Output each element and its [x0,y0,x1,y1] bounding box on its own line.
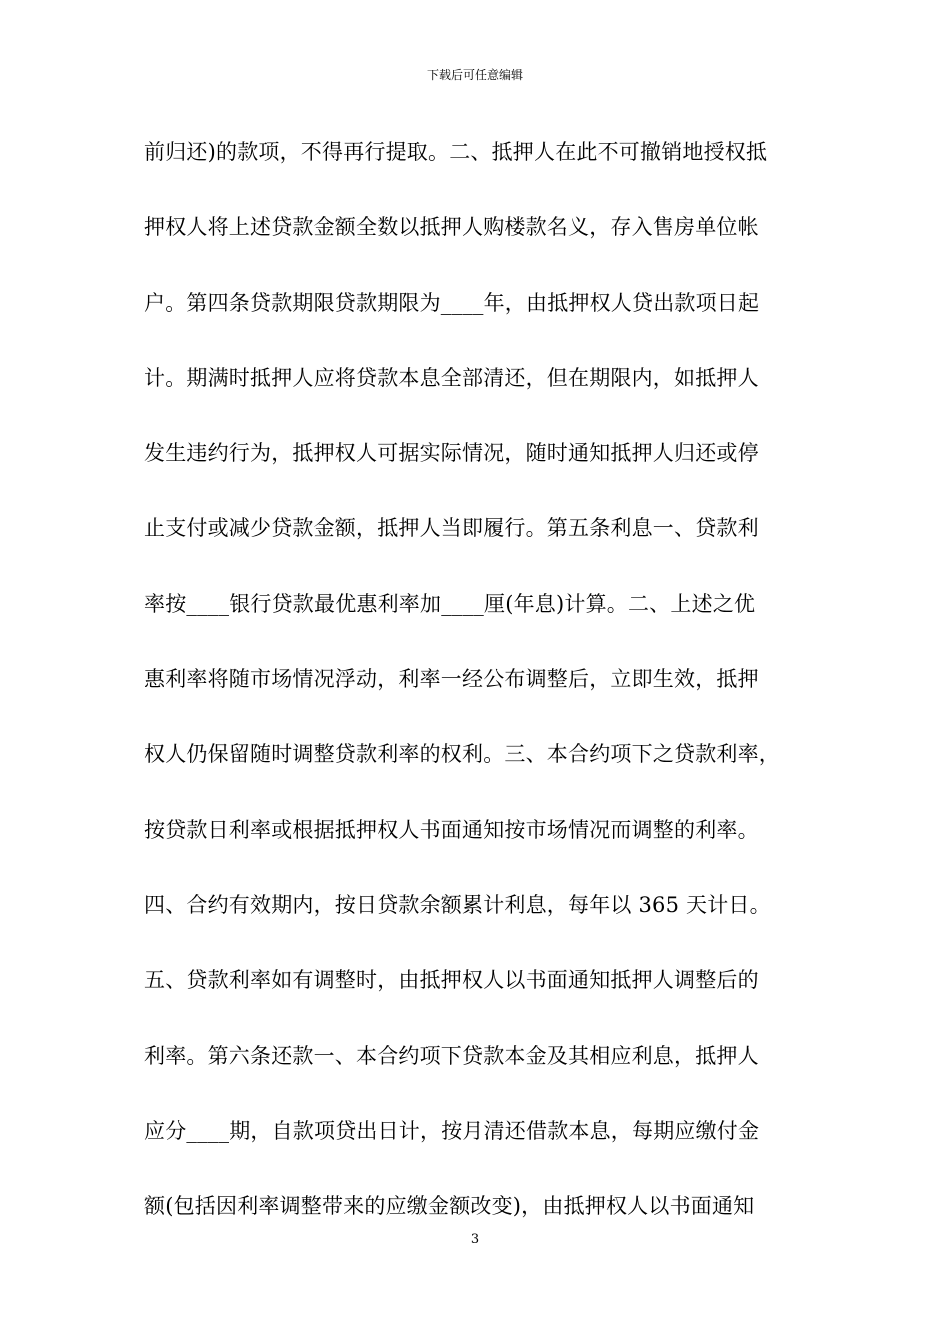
text-line-3: 户。第四条贷款期限贷款期限为____年，由抵押权人贷出款项日起 [144,290,760,315]
page-header: 下载后可任意编辑 [426,68,523,82]
text-line-13: 利率。第六条还款一、本合约项下贷款本金及其相应利息，抵押人 [144,1043,759,1068]
text-line-8: 惠利率将随市场情况浮动，利率一经公布调整后，立即生效，抵押 [144,667,759,692]
text-line-12: 五、贷款利率如有调整时，由抵押权人以书面通知抵押人调整后的 [144,968,759,993]
text-line-9: 权人仍保留随时调整贷款利率的权利。三、本合约项下之贷款利率， [144,742,780,767]
text-line-10: 按贷款日利率或根据抵押权人书面通知按市场情况而调整的利率。 [144,817,759,842]
document-body [144,128,834,1257]
text-line-1: 前归还)的款项，不得再行提取。二、抵押人在此不可撤销地授权抵 [144,140,768,164]
text-line-15: 额(包括因利率调整带来的应缴金额改变)，由抵押权人以书面通知 [144,1194,755,1219]
text-line-6: 止支付或减少贷款金额，抵押人当即履行。第五条利息一、贷款利 [144,516,759,541]
text-line-2: 押权人将上述贷款金额全数以抵押人购楼款名义，存入售房单位帐 [144,215,759,240]
text-line-11: 四、合约有效期内，按日贷款余额累计利息，每年以 365 天计日。 [144,892,771,917]
text-line-5: 发生违约行为，抵押权人可据实际情况，随时通知抵押人归还或停 [144,441,759,466]
text-line-4: 计。期满时抵押人应将贷款本息全部清还，但在期限内，如抵押人 [144,365,759,390]
page-number: 3 [470,1232,480,1247]
text-line-7: 率按____银行贷款最优惠利率加____厘(年息)计算。二、上述之优 [144,591,756,616]
text-line-14: 应分____期，自款项贷出日计，按月清还借款本息，每期应缴付金 [144,1118,760,1143]
